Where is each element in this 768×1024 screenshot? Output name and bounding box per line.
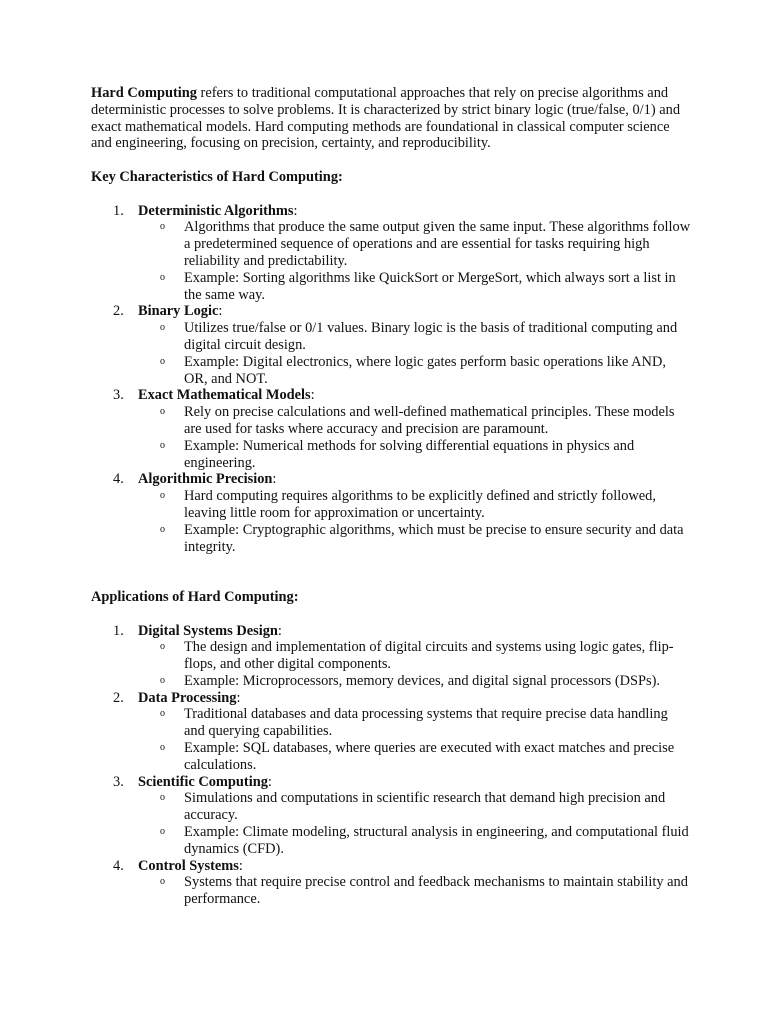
list-item (91, 774, 691, 858)
hollow-bullet-icon: o (160, 406, 165, 418)
bullet-text: Example: Digital electronics, where logic gates perform basic operations like AND, OR, and NOT. (184, 353, 666, 387)
list-item (91, 303, 691, 387)
item-title: Control Systems (138, 857, 239, 874)
bullet-item (138, 673, 691, 690)
bullet-list (138, 790, 691, 857)
item-number: 3. (113, 773, 124, 790)
list-item (91, 858, 691, 908)
list-item (91, 471, 691, 555)
item-title: Data Processing (138, 689, 237, 706)
item-colon: : (272, 471, 277, 488)
item-heading-line (138, 858, 691, 875)
item-title: Scientific Computing (138, 773, 268, 790)
item-heading-line (138, 623, 691, 640)
item-number: 4. (113, 857, 124, 874)
bullet-item (138, 874, 691, 908)
item-title: Digital Systems Design (138, 622, 278, 639)
hollow-bullet-icon: o (160, 826, 165, 838)
item-title: Binary Logic (138, 303, 219, 320)
item-colon: : (293, 202, 298, 219)
item-colon: : (236, 689, 241, 706)
item-number: 3. (113, 387, 124, 404)
list-item (91, 623, 691, 690)
hollow-bullet-icon: o (160, 792, 165, 804)
bullet-item (138, 706, 691, 740)
bullet-item (138, 740, 691, 774)
bullet-item (138, 639, 691, 673)
bullet-list (138, 404, 691, 471)
bullet-item (138, 488, 691, 522)
bullet-item (138, 438, 691, 472)
section-heading: Key Characteristics of Hard Computing: (91, 168, 343, 185)
bullet-list (138, 639, 691, 689)
bullet-item (138, 824, 691, 858)
item-heading-line (138, 387, 691, 404)
bullet-item (138, 790, 691, 824)
numbered-list (91, 203, 691, 556)
bullet-item (138, 404, 691, 438)
hollow-bullet-icon: o (160, 523, 165, 535)
intro-term: Hard Computing (91, 85, 197, 101)
hollow-bullet-icon: o (160, 641, 165, 653)
intro-paragraph (91, 85, 691, 152)
hollow-bullet-icon: o (160, 439, 165, 451)
hollow-bullet-icon: o (160, 742, 165, 754)
hollow-bullet-icon: o (160, 490, 165, 502)
item-heading-line (138, 690, 691, 707)
bullet-text: Example: Numerical methods for solving differential equations in physics and engineering. (184, 437, 635, 471)
bullet-text: Example: Climate modeling, structural analysis in engineering, and computational fluid dynamics (CFD). (184, 824, 689, 857)
bullet-text: Algorithms that produce the same output given the same input. These algorithms follow a predetermined sequence of operations and are essential for tasks requiring high reliability and predictability. (184, 219, 691, 269)
bullet-text: Simulations and computations in scientific research that demand high precision and accuracy. (184, 790, 666, 824)
bullet-text: Traditional databases and data processing systems that require precise data handling and querying capabilities. (184, 706, 668, 740)
item-heading-line (138, 303, 691, 320)
bullet-item (138, 320, 691, 354)
item-number: 1. (113, 622, 124, 639)
bullet-item (138, 354, 691, 388)
sections-container (91, 169, 691, 908)
hollow-bullet-icon: o (160, 876, 165, 888)
bullet-list (138, 320, 691, 387)
bullet-text: Systems that require precise control and feedback mechanisms to maintain stability and performance. (184, 874, 688, 908)
bullet-text: Rely on precise calculations and well-defined mathematical principles. These models are used for tasks where accuracy and precision are paramount. (184, 404, 675, 437)
bullet-item (138, 270, 691, 304)
bullet-item (138, 522, 691, 556)
hollow-bullet-icon: o (160, 322, 165, 334)
bullet-text: Example: SQL databases, where queries are executed with exact matches and precise calculations. (184, 740, 675, 773)
section-heading: Applications of Hard Computing: (91, 588, 299, 605)
bullet-text: Example: Cryptographic algorithms, which must be precise to ensure security and data integrity. (184, 521, 684, 555)
intro-text: refers to traditional computational approaches that rely on precise algorithms and deterministic processes to solve problems. It is characterized by strict binary logic (true/false, 0/1) and exact mathematical models. Hard computing methods are foundational in classical computer science and engineering, focusing on precision, certainty, and reproducibility. (91, 85, 681, 152)
numbered-list (91, 623, 691, 909)
item-number: 2. (113, 303, 124, 320)
item-colon: : (310, 387, 315, 404)
item-number: 1. (113, 202, 124, 219)
item-heading-line (138, 471, 691, 488)
bullet-text: The design and implementation of digital circuits and systems using logic gates, flip-flops, and other digital components. (184, 639, 674, 673)
item-number: 4. (113, 471, 124, 488)
section-spacer (91, 555, 691, 572)
bullet-text: Hard computing requires algorithms to be explicitly defined and strictly followed, leaving little room for approximation or uncertainty. (184, 488, 656, 521)
hollow-bullet-icon: o (160, 355, 165, 367)
item-heading-line (138, 774, 691, 791)
item-colon: : (267, 773, 272, 790)
hollow-bullet-icon: o (160, 708, 165, 720)
bullet-text: Example: Microprocessors, memory devices, and digital signal processors (DSPs). (184, 672, 660, 689)
hollow-bullet-icon: o (160, 271, 165, 283)
item-title: Deterministic Algorithms (138, 202, 294, 219)
bullet-list (138, 706, 691, 773)
item-title: Algorithmic Precision (138, 471, 273, 488)
item-colon: : (218, 303, 223, 320)
bullet-list (138, 488, 691, 555)
bullet-text: Example: Sorting algorithms like QuickSort or MergeSort, which always sort a list in the same way. (184, 269, 676, 303)
document-page (91, 85, 691, 908)
bullet-list (138, 874, 691, 908)
item-colon: : (238, 857, 243, 874)
list-item (91, 203, 691, 304)
item-number: 2. (113, 689, 124, 706)
hollow-bullet-icon: o (160, 674, 165, 686)
bullet-list (138, 219, 691, 303)
list-item (91, 690, 691, 774)
item-heading-line (138, 203, 691, 220)
bullet-text: Utilizes true/false or 0/1 values. Binary logic is the basis of traditional computing and digital circuit design. (184, 320, 678, 353)
bullet-item (138, 219, 691, 269)
list-item (91, 387, 691, 471)
item-colon: : (277, 622, 282, 639)
hollow-bullet-icon: o (160, 221, 165, 233)
item-title: Exact Mathematical Models (138, 387, 311, 404)
